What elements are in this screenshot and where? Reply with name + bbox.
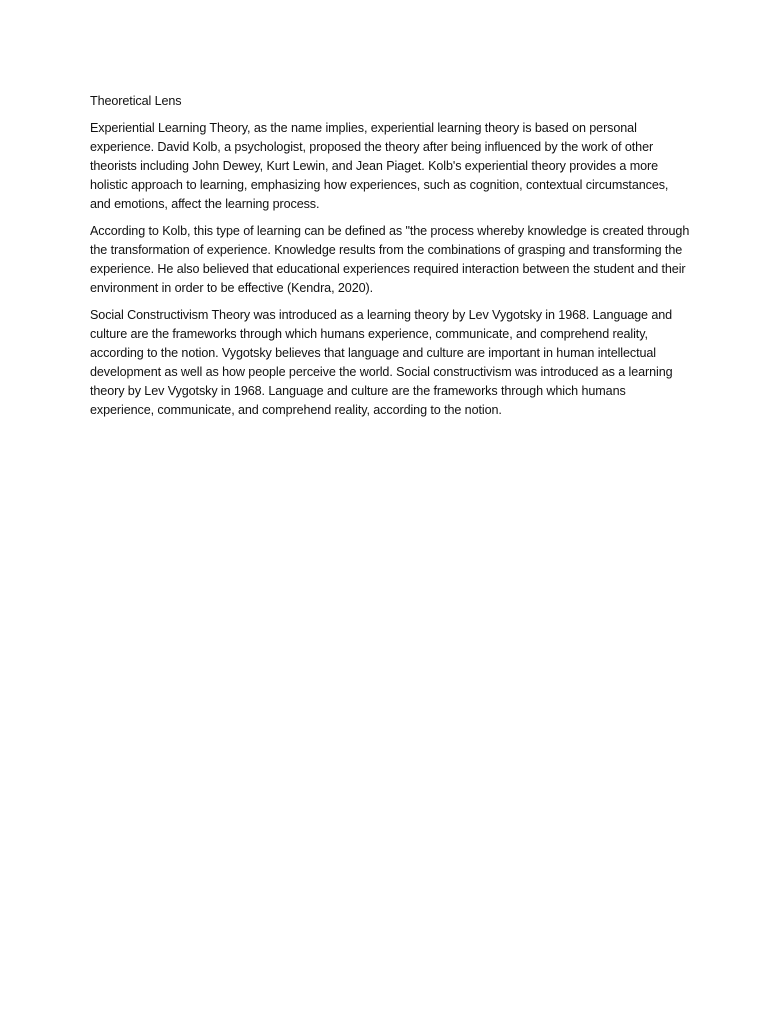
section-heading: Theoretical Lens	[90, 94, 182, 108]
document-page	[90, 92, 690, 428]
paragraph-social-constructivism: Social Constructivism Theory was introduced as a learning theory by Lev Vygotsky in 1968. Language and culture are the frameworks through which humans experience, communicate, and comprehend reality, according to the notion. Vygotsky believes that language and culture are important in human intellectual development as well as how people perceive the world. Social constructivism was introduced as a learning theory by Lev Vygotsky in 1968. Language and culture are the frameworks through which humans experience, communicate, and comprehend reality, according to the notion.	[90, 308, 673, 417]
paragraph-experiential-learning: Experiential Learning Theory, as the name implies, experiential learning theory is based on personal experience. David Kolb, a psychologist, proposed the theory after being influenced by the work of other theorists including John Dewey, Kurt Lewin, and Jean Piaget. Kolb's experiential theory provides a more holistic approach to learning, emphasizing how experiences, such as cognition, contextual circumstances, and emotions, affect the learning process.	[90, 121, 669, 211]
paragraph-kolb-definition: According to Kolb, this type of learning can be defined as "the process whereby knowledge is created through the transformation of experience. Knowledge results from the combinations of grasping and transforming the experience. He also believed that educational experiences required interaction between the student and their environment in order to be effective (Kendra, 2020).	[90, 224, 690, 295]
